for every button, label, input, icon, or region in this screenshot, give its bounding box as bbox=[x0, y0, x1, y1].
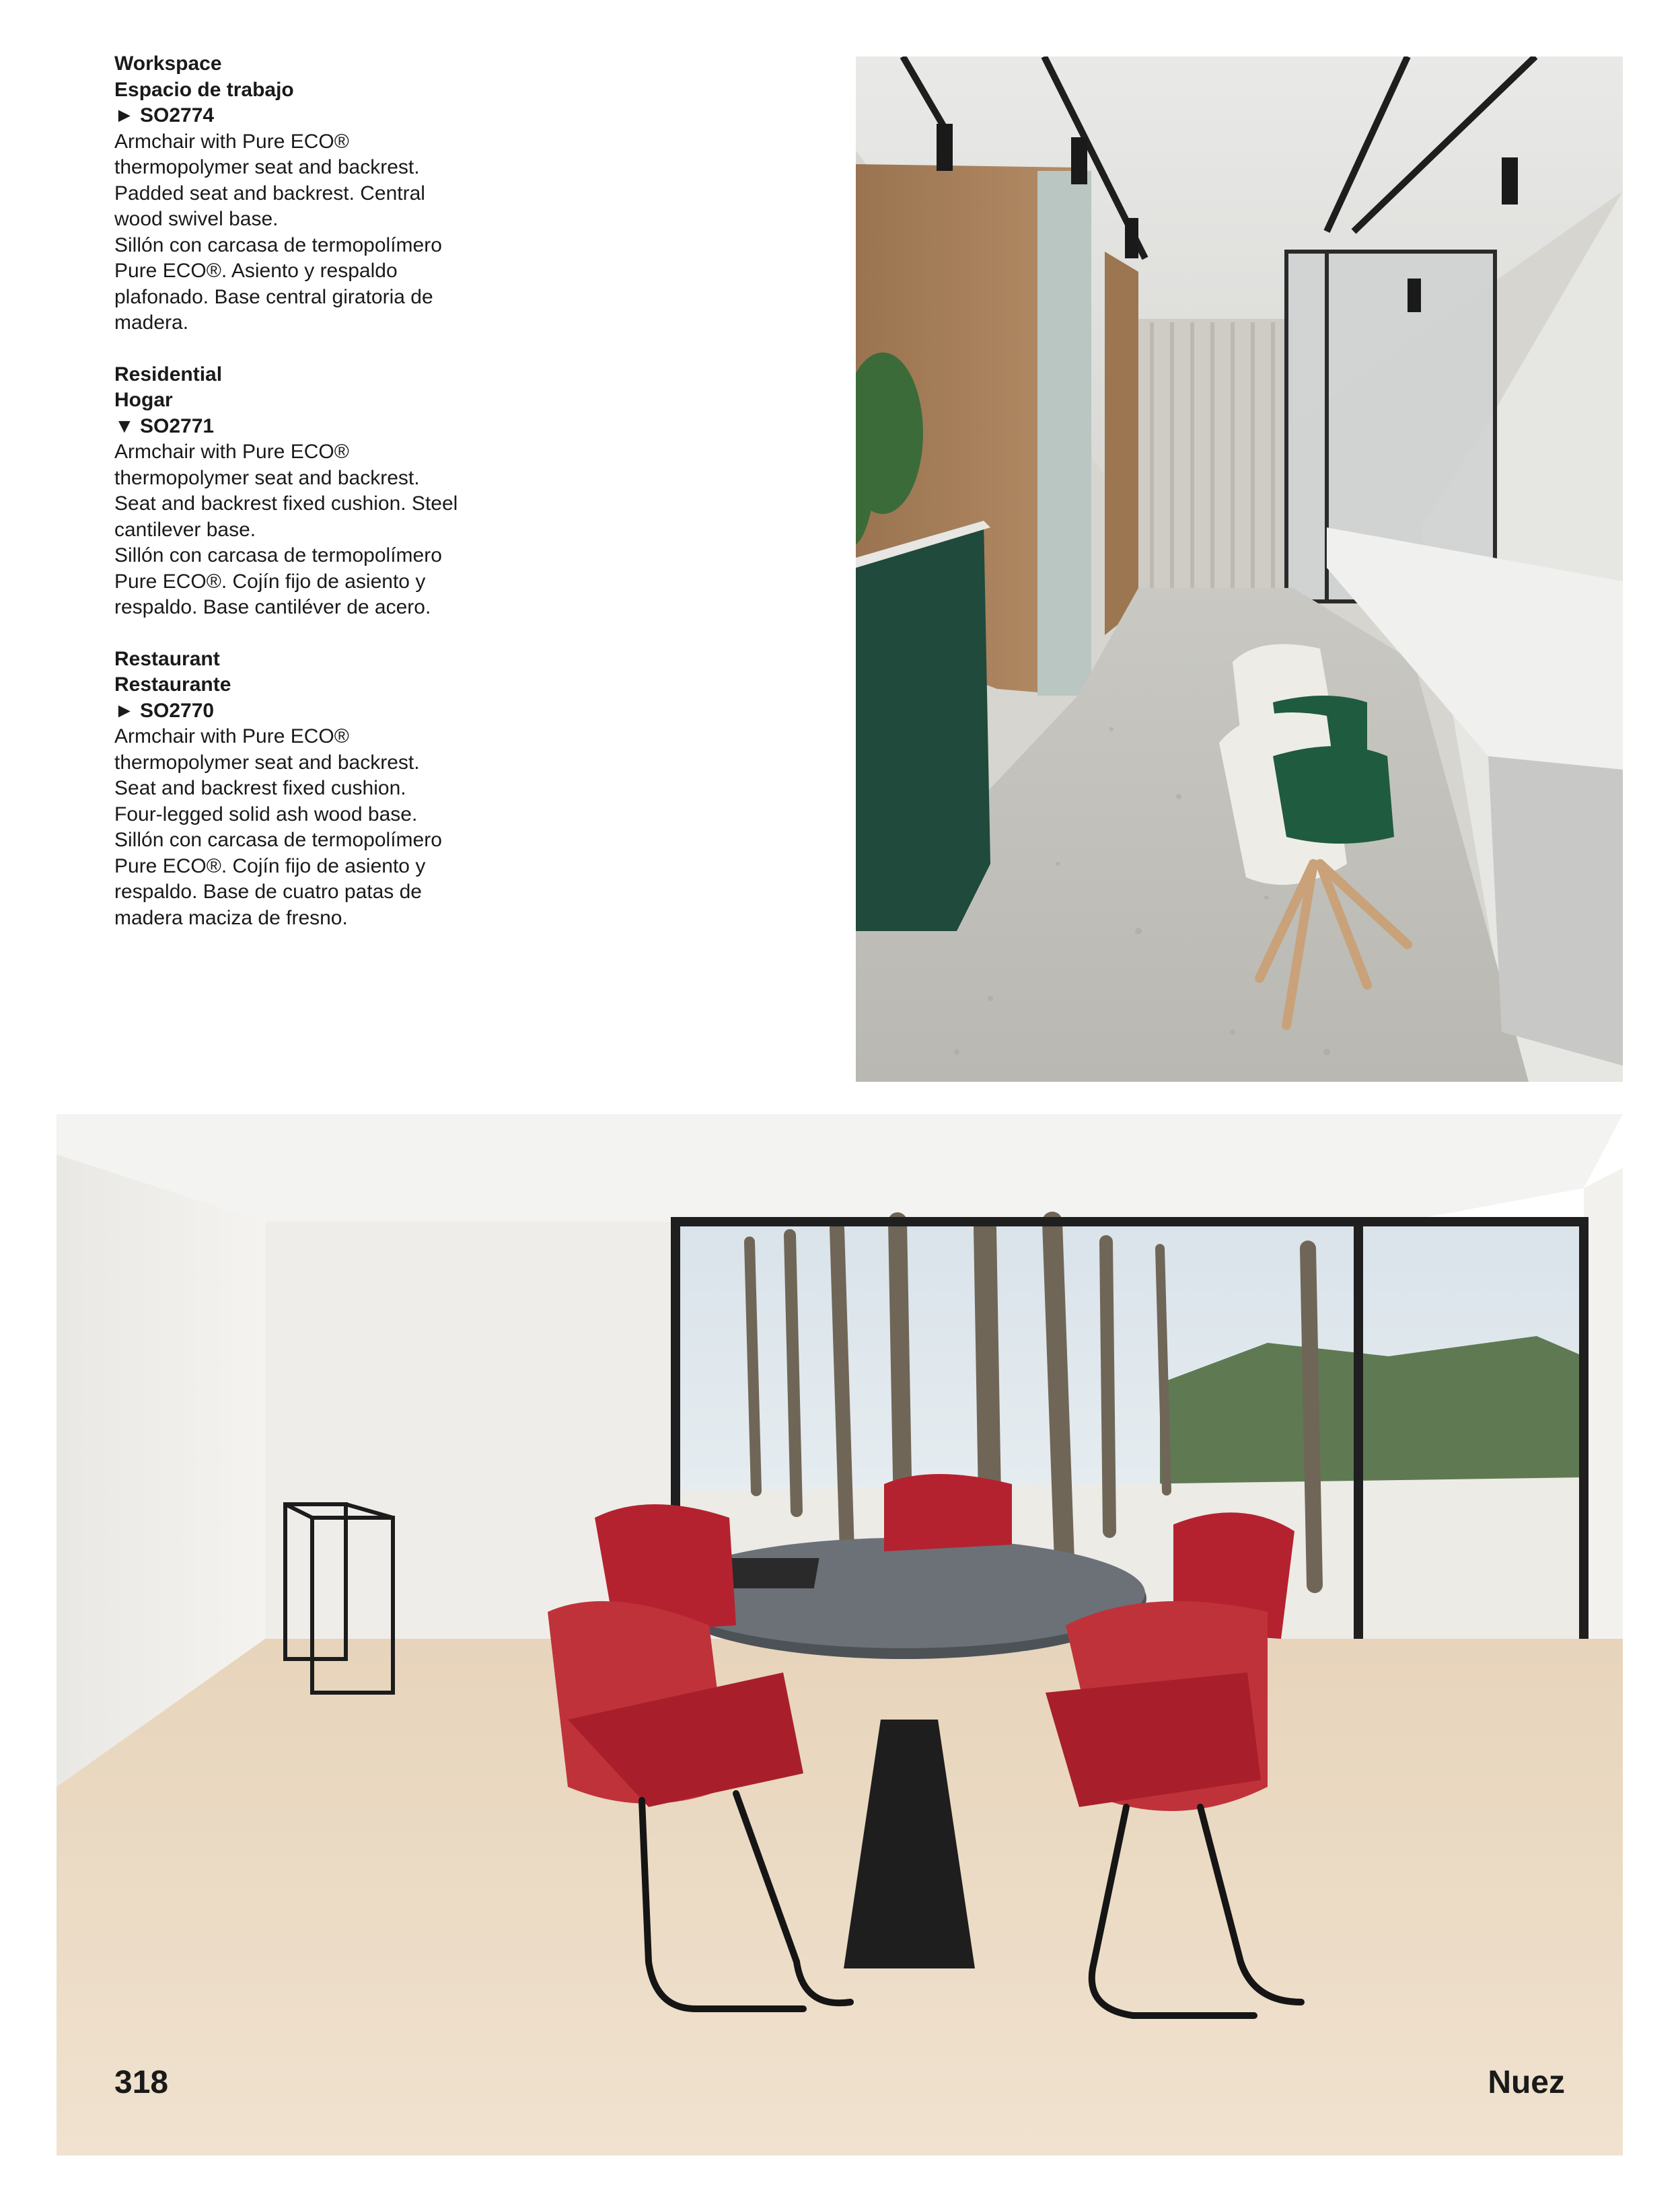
residential-desc-en-line: Seat and backrest fixed cushion. Steel bbox=[114, 492, 458, 515]
restaurant-desc-es-line: respaldo. Base de cuatro patas de bbox=[114, 881, 422, 903]
workspace-block bbox=[114, 51, 518, 336]
residential-desc-en-line: thermopolymer seat and backrest. bbox=[114, 466, 420, 489]
workspace-desc-es-line: Sillón con carcasa de termopolímero bbox=[114, 233, 442, 256]
restaurant-title-en: Restaurant bbox=[114, 647, 220, 670]
workspace-desc-en-line: thermopolymer seat and backrest. bbox=[114, 156, 420, 178]
workspace-desc-en-line: wood swivel base. bbox=[114, 208, 279, 230]
residential-desc-en-line: Armchair with Pure ECO® bbox=[114, 441, 349, 463]
residential-title-en: Residential bbox=[114, 363, 223, 385]
workspace-desc-es-line: Pure ECO®. Asiento y respaldo bbox=[114, 260, 398, 282]
restaurant-desc-en-line: thermopolymer seat and backrest. bbox=[114, 751, 420, 774]
restaurant-desc-es-line: Pure ECO®. Cojín fijo de asiento y bbox=[114, 854, 426, 877]
residential-desc-es-line: respaldo. Base cantiléver de acero. bbox=[114, 596, 431, 618]
restaurant-block bbox=[114, 647, 518, 932]
workspace-product-code: ► SO2774 bbox=[114, 104, 215, 126]
page-number: 318 bbox=[114, 2065, 169, 2100]
residential-desc-es-line: Pure ECO®. Cojín fijo de asiento y bbox=[114, 570, 426, 593]
restaurant-desc-en-line: Armchair with Pure ECO® bbox=[114, 725, 349, 747]
restaurant-desc-es-line: madera maciza de fresno. bbox=[114, 906, 348, 929]
residential-desc-en-line: cantilever base. bbox=[114, 518, 256, 541]
residential-product-code: ▼ SO2771 bbox=[114, 414, 215, 437]
workspace-title-es: Espacio de trabajo bbox=[114, 78, 294, 101]
restaurant-desc-en-line: Seat and backrest fixed cushion. bbox=[114, 777, 406, 799]
product-description-column bbox=[114, 51, 518, 957]
restaurant-title-es: Restaurante bbox=[114, 673, 231, 696]
meeting-room-photo bbox=[57, 1114, 1623, 2155]
residential-desc-es-line: Sillón con carcasa de termopolímero bbox=[114, 544, 442, 566]
workspace-title-en: Workspace bbox=[114, 52, 222, 75]
restaurant-desc-es-line: Sillón con carcasa de termopolímero bbox=[114, 829, 442, 851]
workspace-desc-en-line: Padded seat and backrest. Central bbox=[114, 182, 425, 205]
restaurant-product-code: ► SO2770 bbox=[114, 699, 215, 722]
product-family-name: Nuez bbox=[1488, 2065, 1565, 2100]
salon-interior-photo bbox=[856, 57, 1623, 1082]
residential-block bbox=[114, 362, 518, 621]
residential-title-es: Hogar bbox=[114, 389, 173, 411]
workspace-desc-es-line: plafonado. Base central giratoria de bbox=[114, 285, 433, 308]
workspace-desc-es-line: madera. bbox=[114, 311, 189, 334]
restaurant-desc-en-line: Four-legged solid ash wood base. bbox=[114, 803, 418, 825]
workspace-desc-en-line: Armchair with Pure ECO® bbox=[114, 130, 349, 153]
